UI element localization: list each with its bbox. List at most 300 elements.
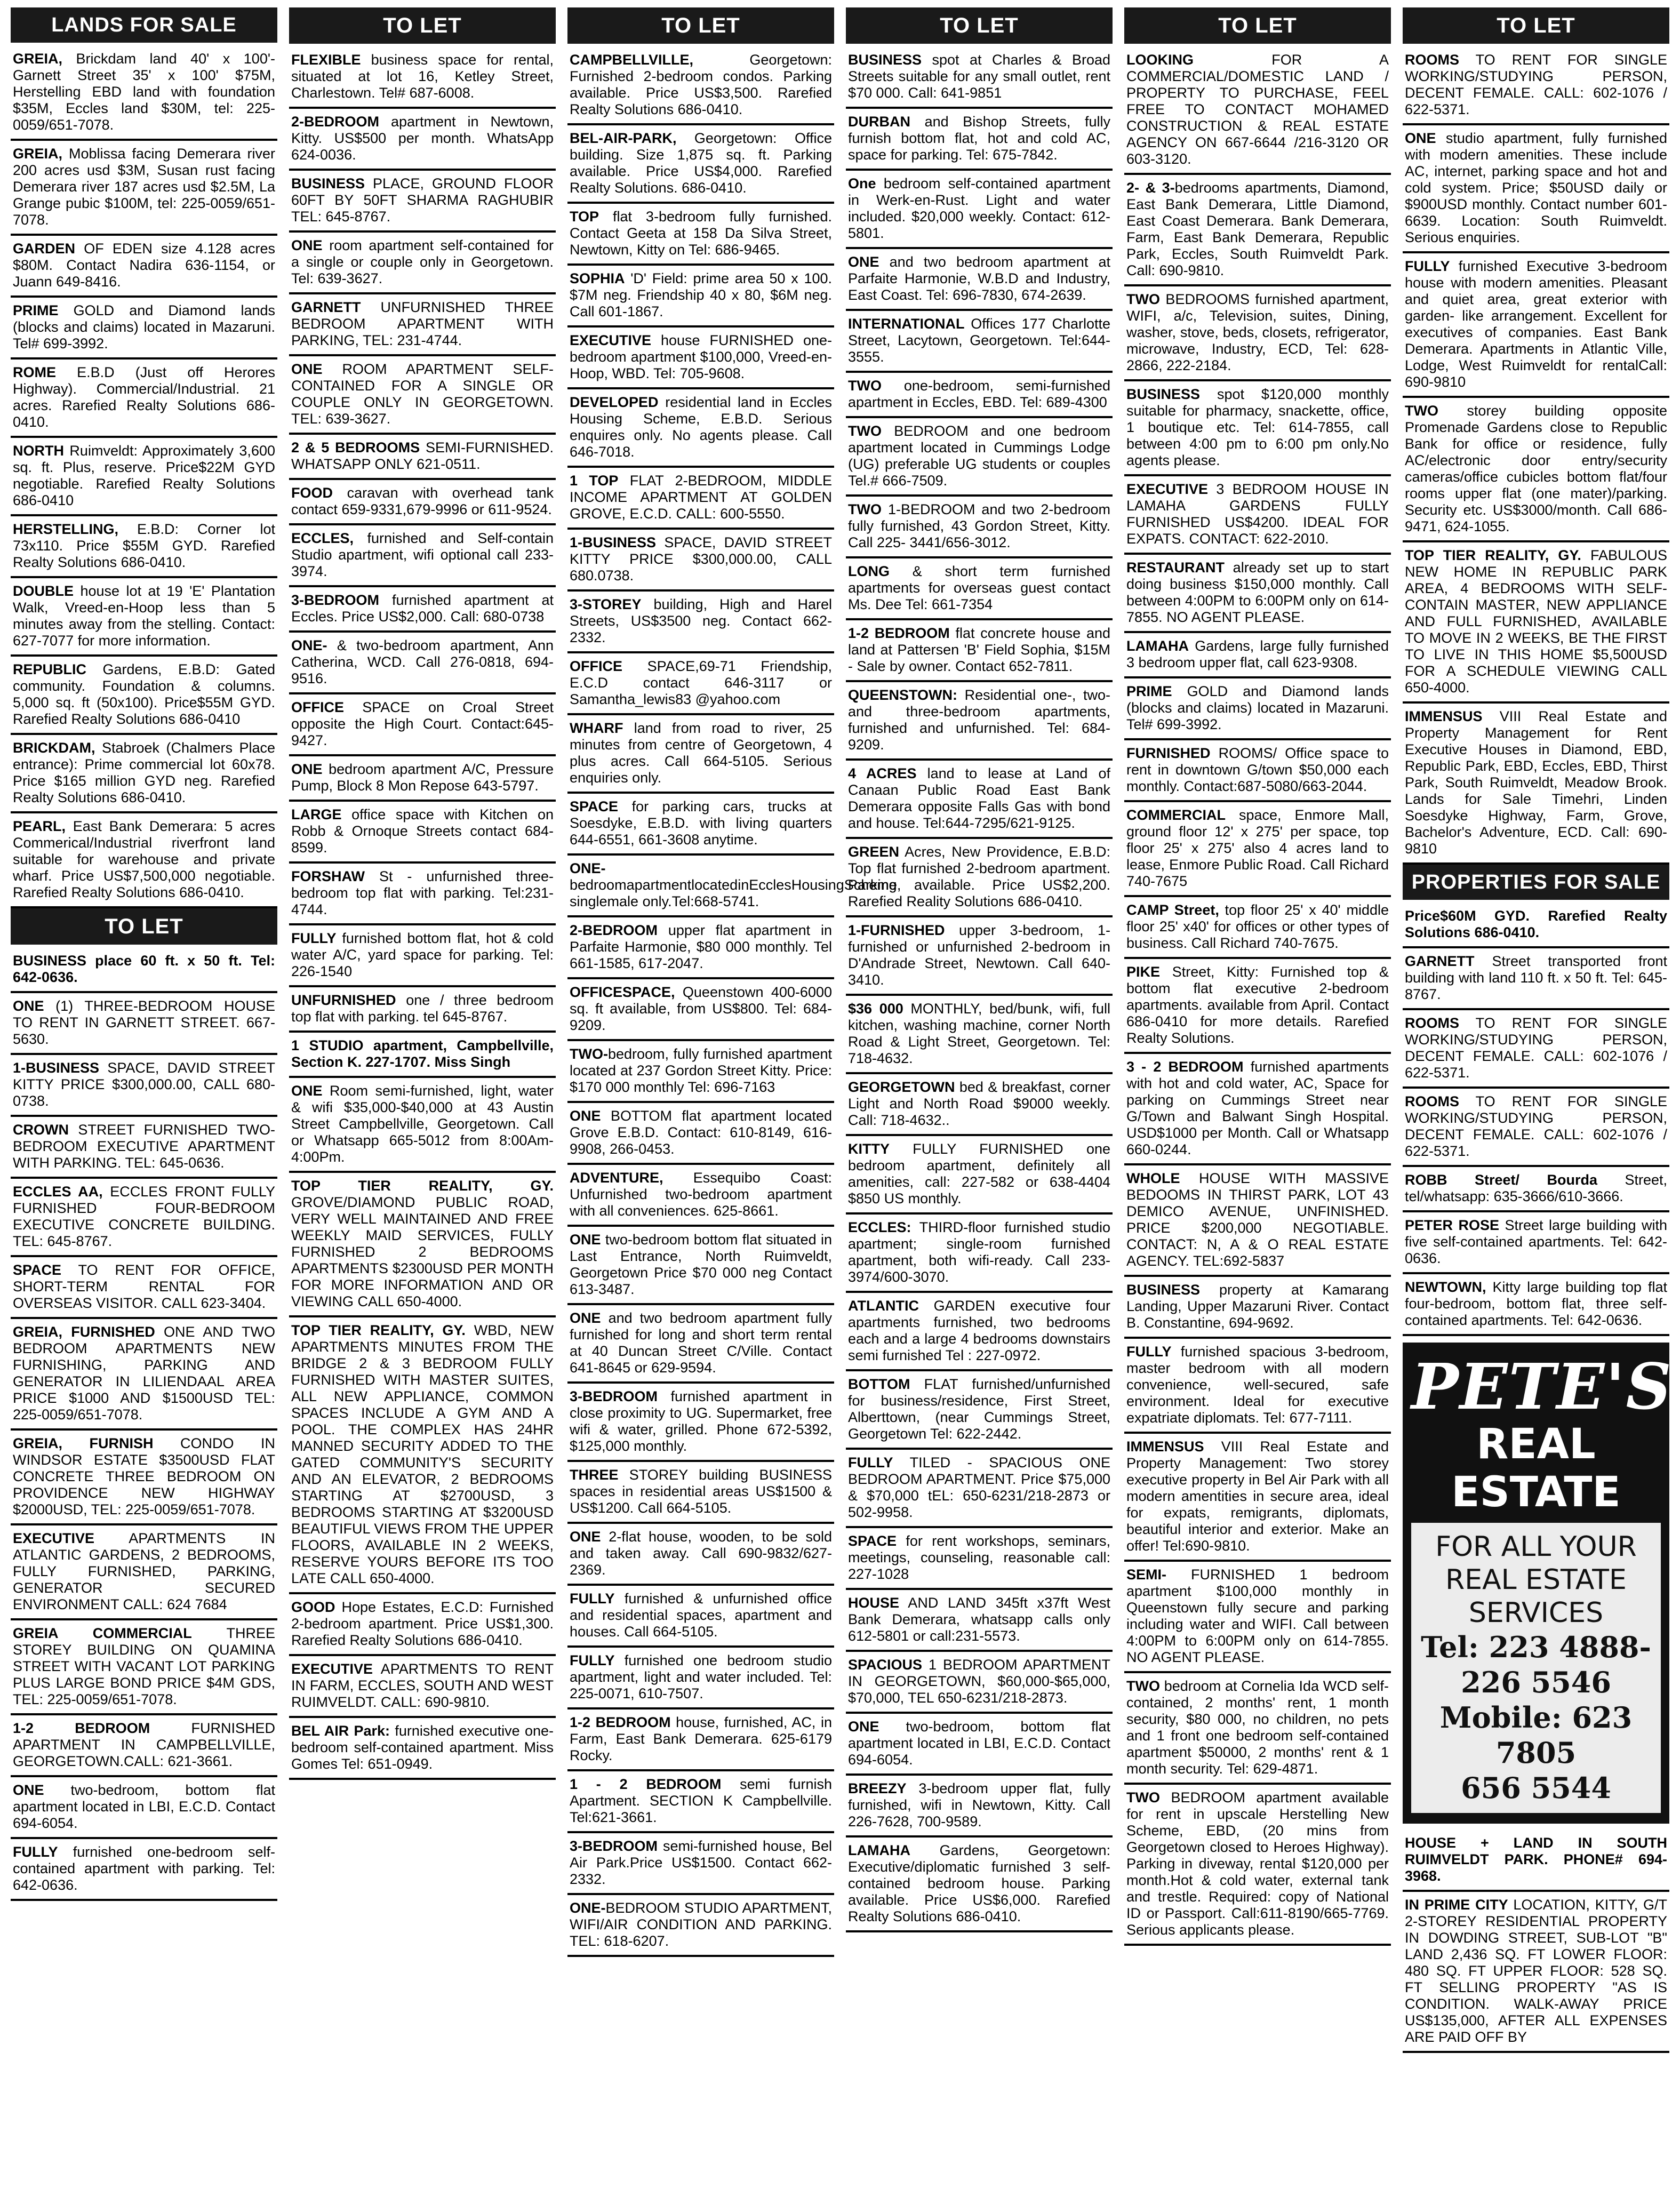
ad-lead: 1-2 BEDROOM: [570, 1714, 671, 1730]
classified-ad: [846, 497, 1113, 558]
ad-body: BEDROOMS furnished apartment, WIFI, a/c, Television, suites, Dining, washer, stove, beds, closets, refrigerator, microwave, Industry, ECD, Tel: 628-2866, 222-2184.: [1126, 291, 1389, 373]
ad-lead: BEL AIR Park:: [291, 1723, 390, 1739]
ad-lead: ONE-: [570, 1900, 606, 1916]
ad-lead: TOP TIER REALITY, GY.: [1405, 547, 1581, 563]
ad-body: CONDO IN WINDSOR ESTATE $3500USD FLAT CONCRETE THREE BEDROOM ON PROVIDENCE NEW HIGHWAY $2000USD, TEL: 225-0059/651-7078.: [13, 1435, 275, 1517]
classified-ad: [567, 856, 901, 917]
ad-lead: 3-BEDROOM: [291, 592, 380, 608]
ad-body: MONTHLY, bed/bunk, wifi, full kitchen, washing machine, corner North Road & Light Street, Georgetown. Tel: 718-4632.: [848, 1001, 1110, 1066]
ad-body: Gardens, E.B.D: Gated community. Foundation & columns. 5,000 sq. ft (50x100). Price$55M GYD. Rarefied Realty Solutions 686-0410: [13, 661, 275, 727]
classified-ad: [567, 204, 834, 266]
classified-ad: [11, 516, 277, 578]
section-header: PROPERTIES FOR SALE: [1403, 865, 1669, 900]
classified-ad: [567, 1165, 834, 1227]
ad-lead: GOOD: [291, 1599, 335, 1615]
classified-ad: [846, 761, 1113, 839]
ad-body: house FURNISHED one-bedroom apartment $100,000, Vreed-en-Hoop, WBD. Tel: 705-9608.: [570, 332, 832, 381]
ad-lead: PEARL,: [13, 818, 66, 834]
logo-tagline: FOR ALL YOUR REAL ESTATE SERVICES: [1435, 1531, 1637, 1629]
classified-ad: [11, 359, 277, 438]
classified-ad: [1403, 1830, 1669, 1892]
classified-ad: [567, 1305, 834, 1384]
ad-lead: CAMP Street,: [1126, 902, 1219, 918]
classified-ad: [846, 682, 1113, 761]
ad-body: house, furnished, AC, in Farm, East Bank Demerara. 625-6179 Rocky.: [570, 1714, 832, 1763]
ad-body: TO RENT FOR OFFICE, SHORT-TERM RENTAL FOR OVERSEAS VISITOR. CALL 623-3404.: [13, 1262, 275, 1311]
ad-body: Offices 177 Charlotte Street, Lacytown, Georgetown. Tel:644-3555.: [848, 316, 1110, 365]
ad-lead: 1-FURNISHED: [848, 922, 945, 938]
ad-body: furnished one bedroom studio apartment, light and water included. Tel: 225-0071, 610-7507.: [570, 1652, 832, 1701]
ad-body: GARDEN executive four apartments furnished, two bedrooms each and a large 4 bedrooms downstairs semi furnished Tel : 227-0972.: [848, 1298, 1110, 1363]
classified-ad: [1403, 1089, 1669, 1167]
ad-lead: ONE: [13, 1782, 44, 1798]
ad-lead: SPACE: [570, 798, 619, 814]
ad-lead: GREIA,: [13, 51, 63, 67]
classified-ad: [289, 925, 556, 987]
ad-body: FABULOUS NEW HOME IN REPUBLIC PARK AREA, 4 BEDROOMS WITH SELF-CONTAIN MASTER, NEW APPLIANCE AND FULL FURNISHED, AVAILABLE TO MOVE IN 2 WEEKS, BE THE FIRST TO LIVE IN THIS HOME $5,500USD FOR A SCHEDULE VIEWING CALL 650-4000.: [1405, 547, 1668, 696]
classified-ad: [567, 1103, 834, 1165]
ad-lead: WHOLE: [1126, 1170, 1180, 1186]
ad-body: SPACE, DAVID STREET KITTY PRICE $300,000.00, CALL 680.0738.: [570, 534, 832, 584]
ad-body: E.B.D (Just off Herores Highway). Commercial/Industrial. 21 acres. Rarefied Realty Solutions 686-0410.: [13, 364, 275, 430]
classified-ad: [567, 1648, 834, 1709]
ad-lead: ONE-: [570, 860, 606, 876]
column-6: [1403, 7, 1673, 2190]
classified-ad: [1124, 740, 1391, 802]
classified-ad: [11, 236, 277, 298]
ad-body: bedroom at Cornelia Ida WCD self-contained, 2 months' rent, 1 month security, $80 000, no children, no pets and 1 front one bedroom self-contained apartment $50000, 2 months' rent & 1 month security. Tel: 629-4871.: [1126, 1678, 1389, 1777]
ad-lead: 4 ACRES: [848, 765, 917, 781]
ad-lead: FURNISHED: [1126, 745, 1211, 761]
ad-lead: ONE: [570, 1310, 601, 1326]
ad-body: SPACE, DAVID STREET KITTY PRICE $300,000.00, CALL 680-0738.: [13, 1060, 275, 1109]
classified-ad: [1403, 542, 1669, 704]
ad-body: Hope Estates, E.C.D: Furnished 2-bedroom apartment. Price US$1,300. Rarefied Realty Solutions 686-0410.: [291, 1599, 554, 1648]
logo-mobile-2: 656 5544: [1461, 1771, 1611, 1805]
classified-ad: [289, 480, 556, 525]
ad-body: business space for rental, situated at lot 16, Ketley Street, Charlestown. Tel# 687-6008.: [291, 52, 554, 101]
ad-body: BOTTOM flat apartment located Grove E.B.D. Contact: 610-8149, 616-9908, 266-0453.: [570, 1108, 832, 1157]
ad-body: room apartment self-contained for a single or couple only in Georgetown. Tel: 639-3627.: [291, 237, 554, 286]
ad-lead: SOPHIA: [570, 270, 625, 286]
ad-lead: GREIA, FURNISH: [13, 1435, 154, 1451]
classified-ad: [289, 756, 556, 802]
ad-body: Brickdam land 40' x 100'-Garnett Street 35' x 100' $75M, Herstelling EBD land with foundation $35M, Eccles land $30M, tel: 225-0059/651-7078.: [13, 51, 275, 133]
classified-ad: [846, 1776, 1113, 1838]
ad-body: Moblissa facing Demerara river 200 acres usd $3M, Susan rust facing Demerara river 187 acres usd $2.5M, La Grange pubic $100M, tel: 225-0059/651-7078.: [13, 146, 275, 228]
ad-lead: FULLY: [848, 1455, 893, 1471]
classified-ad: [846, 1590, 1113, 1652]
ad-body: E.B.D: Corner lot 73x110. Price $55M GYD. Rarefied Realty Solutions 686-0410.: [13, 521, 275, 570]
ad-lead: TWO: [848, 378, 882, 394]
ad-lead: LAMAHA: [848, 1842, 910, 1858]
ad-lead: THREE: [570, 1467, 619, 1483]
classified-ad: [846, 1652, 1113, 1714]
ad-body: and two bedroom apartment at Parfaite Harmonie, W.B.D and Industry, East Coast. Tel: 696-7830, 674-2639.: [848, 254, 1110, 303]
classified-ad: [11, 1620, 277, 1715]
classified-ad: [846, 1074, 1113, 1136]
ad-lead: HERSTELLING,: [13, 521, 119, 537]
ad-body: Street large building with five self-contained apartments. Tel: 642-0636.: [1405, 1217, 1667, 1266]
ad-body: furnished apartments with hot and cold water, AC, Space for parking on Cummings Street near G/Town and Balwant Singh Hospital. USD$1000 per Month. Call or Whatsapp 660-0244.: [1126, 1059, 1389, 1157]
ad-body: TO RENT FOR SINGLE WORKING/STUDYING PERSON, DECENT FEMALE. CALL: 602-1076 / 622-5371.: [1405, 52, 1667, 117]
ad-body: for rent workshops, seminars, meetings, counseling, reasonable call: 227-1028: [848, 1533, 1110, 1582]
ad-body: bedroomapartmentlocatedinEcclesHousingScheme, singlemale only.Tel:668-5741.: [570, 877, 901, 909]
ad-lead: BRICKDAM,: [13, 740, 95, 756]
classified-ad: [1124, 1562, 1391, 1673]
section-header: TO LET: [846, 7, 1113, 44]
ad-lead: OFFICE: [291, 699, 344, 715]
classified-ad: [289, 109, 556, 171]
classified-ad: [11, 735, 277, 813]
classified-ad: [567, 1524, 834, 1586]
ad-body: two-bedroom, bottom flat apartment located in LBI, E.C.D. Contact 694-6054.: [13, 1782, 275, 1831]
ad-lead: 1-2 BEDROOM: [13, 1720, 150, 1736]
ad-lead: RESTAURANT: [1126, 560, 1225, 576]
ad-lead: GARDEN: [13, 241, 76, 257]
ad-body: VIII Real Estate and Property Management: Two storey executive property in Bel Air Park with all modern amentities in secure area, ideal for expats, remigrants, diplomats, beautiful interior and exterior. Make an offer! Tel:690-9810.: [1126, 1439, 1389, 1554]
ad-lead: FOOD: [291, 485, 333, 501]
classified-ad: [11, 1319, 277, 1431]
column-4: [846, 7, 1113, 2190]
ad-lead: ATLANTIC: [848, 1298, 919, 1314]
ad-body: SPACE on Croal Street opposite the High Court. Contact:645-9427.: [291, 699, 554, 748]
classified-ad: [1403, 1010, 1669, 1089]
classified-ad: [846, 839, 1113, 917]
ad-lead: ROBB Street/ Bourda: [1405, 1172, 1597, 1188]
ad-lead: DEVELOPED: [570, 394, 659, 410]
classified-ad: [11, 993, 277, 1055]
classified-ad: [1124, 1165, 1391, 1277]
ad-lead: EXECUTIVE: [13, 1530, 95, 1546]
ad-body: Street, tel/whatsapp: 635-3666/610-3666.: [1405, 1172, 1667, 1204]
classified-ad: [11, 1257, 277, 1319]
classified-ad: [289, 1033, 556, 1078]
ad-lead: EXECUTIVE: [570, 332, 652, 348]
ad-lead: GEORGETOWN: [848, 1079, 955, 1095]
ad-body: LOCATION, KITTY, G/T 2-STOREY RESIDENTIAL PROPERTY IN DOWDING STREET, SUB-LOT "B" LAND 2,436 SQ. FT LOWER FLOOR: 480 SQ. FT UPPER FLOOR: 528 SQ. FT SELLING PROPERTY "AS IS CONDITION. WALK-AWAY PRICE US$135,000, AFTER ALL EXPENSES ARE PAID OFF BY: [1405, 1897, 1667, 2045]
ad-body: upper 3-bedroom, 1-furnished or unfurnished 2-bedroom in D'Andrade Street, Newtown. Call 640-3410.: [848, 922, 1110, 988]
ad-lead: GREIA,: [13, 146, 63, 162]
ad-body: UNFURNISHED THREE BEDROOM APARTMENT WITH PARKING, TEL: 231-4744.: [291, 299, 554, 348]
classified-ad: [1124, 286, 1391, 381]
classified-ad: [289, 694, 556, 756]
ad-lead: EXECUTIVE: [291, 1661, 373, 1677]
classified-ad: [1124, 47, 1391, 175]
classified-ad: [1403, 704, 1669, 865]
ad-body: apartment in Newtown, Kitty. US$500 per month. WhatsApp 624-0036.: [291, 114, 554, 163]
classified-ad: [11, 141, 277, 236]
ad-body: STREET FURNISHED TWO-BEDROOM EXECUTIVE APARTMENT WITH PARKING. TEL: 645-0636.: [13, 1122, 275, 1171]
ad-lead: ROOMS: [1405, 1015, 1460, 1031]
ad-lead: TOP TIER REALITY, GY.: [291, 1178, 554, 1194]
ad-lead: BUSINESS: [291, 175, 365, 191]
classified-ad: [1124, 1785, 1391, 1946]
classified-ad: [1124, 476, 1391, 555]
classified-ad: [567, 530, 834, 592]
classified-ad: [846, 620, 1113, 682]
classified-ad: [846, 311, 1113, 373]
ad-lead: BUSINESS: [848, 52, 922, 68]
logo-tel-1: Tel: 223 4888-: [1421, 1630, 1651, 1664]
ad-body: two-bedroom, bottom flat apartment located in LBI, E.C.D. Contact 694-6054.: [848, 1719, 1110, 1768]
ad-lead: 1 STUDIO apartment, Campbellville, Section K. 227-1707. Miss Singh: [291, 1037, 554, 1070]
classified-ad: [846, 1215, 1113, 1293]
ad-lead: SPACIOUS: [848, 1657, 923, 1673]
ad-lead: $36 000: [848, 1001, 903, 1017]
ad-lead: SPACE: [848, 1533, 897, 1549]
column-2: [289, 7, 556, 2190]
ad-lead: 1-BUSINESS: [13, 1060, 100, 1076]
ad-body: spot $120,000 monthly suitable for pharmacy, snackette, office, 1 boutique etc. Tel: 614-7855, call between 4:00 pm to 6:00 pm only.No agents please.: [1126, 386, 1389, 468]
column-1: [11, 7, 277, 2190]
ad-lead: IMMENSUS: [1405, 708, 1483, 724]
ad-body: furnished Executive 3-bedroom house with modern amenities. Pleasant and quiet area, great exterior with garden- like arrangement. Excellent for executives of companies. East Bank Demerara. Apartments in Atlantic Ville, Lodge, West Ruimveldt for rentalCall: 690-9810: [1405, 258, 1667, 390]
ad-body: semi-furnished house, Bel Air Park.Price US$1500. Contact 662-2332.: [570, 1838, 832, 1887]
ad-lead: One: [848, 175, 876, 191]
ad-body: Queenstown 400-6000 sq. ft available, from US$800. Tel: 684-9209.: [570, 984, 832, 1033]
ad-body: St - unfurnished three-bedroom top flat with parking. Tel:231-4744.: [291, 868, 554, 917]
classified-ad: [567, 979, 834, 1041]
ad-lead: TOP TIER REALITY, GY.: [291, 1322, 466, 1338]
classified-ad: [1124, 959, 1391, 1054]
ad-lead: ONE: [291, 761, 323, 777]
ad-body: 2-flat house, wooden, to be sold and taken away. Call 690-9832/627-2369.: [570, 1529, 832, 1578]
ad-body: ROOM APARTMENT SELF-CONTAINED FOR A SINGLE OR COUPLE ONLY IN GEORGETOWN. TEL: 639-3627.: [291, 361, 554, 427]
ad-body: bedroom self-contained apartment in Werk-en-Rust. Light and water included. $20,000 weekly. Contact: 612-5801.: [848, 175, 1110, 241]
classified-ad: [11, 948, 277, 993]
ad-lead: LARGE: [291, 806, 342, 822]
ad-body: furnished and Self-contain Studio apartment, wifi optional call 233-3974.: [291, 530, 554, 579]
ad-lead: ONE: [570, 1529, 601, 1545]
classified-ad: [846, 1838, 1113, 1932]
ad-body: furnished spacious 3-bedroom, master bedroom with all modern convenience, well-secured, safe environment. Ideal for executive expatriate diplomats. Tel: 677-7111.: [1126, 1344, 1389, 1426]
ad-body: East Bank Demerara: 5 acres Commerical/Industrial riverfront land suitable for warehouse and private wharf. Price US$7,500,000 negotiable. Rarefied Realty Solutions 686-0410.: [13, 818, 275, 900]
ad-lead: GARNETT: [1405, 953, 1475, 969]
ad-lead: BOTTOM: [848, 1376, 910, 1392]
classified-ad: [1124, 802, 1391, 897]
ad-body: AND LAND 345ft x37ft West Bank Demerara, whatsapp calls only 612-5801 or call:231-5573.: [848, 1595, 1110, 1644]
classified-ad: [846, 1528, 1113, 1590]
classified-ad: [11, 657, 277, 735]
ad-lead: DURBAN: [848, 114, 910, 130]
classified-ad: [11, 1777, 277, 1839]
ad-lead: ECCLES:: [848, 1219, 911, 1235]
ad-body: & two-bedroom apartment, Ann Catherina, WCD. Call 276-0818, 694-9516.: [291, 637, 554, 686]
ad-body: THIRD-floor furnished studio apartment; single-room furnished apartment, both wifi-ready. Call 233-3974/600-3070.: [848, 1219, 1110, 1285]
classified-ad: [289, 802, 556, 864]
classified-ad: [846, 558, 1113, 620]
ad-body: ONE AND TWO BEDROOM APARTMENTS NEW FURNISHING, PARKING AND GENERATOR IN LILIENDAAL AREA PRICE $1000 AND $1500USD TEL: 225-0059/651-7078.: [13, 1324, 275, 1423]
ad-lead: ONE: [848, 1719, 879, 1735]
ad-lead: GARNETT: [291, 299, 361, 315]
classified-ad: [567, 1384, 834, 1462]
ad-body: WBD, NEW APARTMENTS MINUTES FROM THE BRIDGE 2 & 3 BEDROOM FULLY FURNISHED WITH MASTER SUITES, ALL NEW APPLIANCE, COMMON SPACES INCLUDE A GYM AND A POOL. THE COMPLEX HAS 24HR MANNED SECURITY ADDED TO THE GATED COMMUNITY'S SECURITY AND AN ELEVATOR, 2 BEDROOMS STARTING AT $2700USD, 3 BEDROOMS STARTING AT $3200USD BEAUTIFUL VIEWS FROM THE UPPER FLOORS, AVAILABLE IN 2 WEEKS, RESERVE YOURS BEFORE ITS TOO LATE CALL 650-4000.: [291, 1322, 554, 1586]
ad-body: Gardens, large fully furnished 3 bedroom upper flat, call 623-9308.: [1126, 638, 1389, 670]
classified-ad: [846, 109, 1113, 171]
classified-ad: [1403, 1212, 1669, 1274]
ad-body: THREE STOREY BUILDING ON QUAMINA STREET WITH VACANT LOT PARKING PLUS LARGE BOND PRICE $4M GDS, TEL: 225-0059/651-7078.: [13, 1625, 275, 1707]
ad-lead: 2- & 3-: [1126, 180, 1175, 196]
classified-ad: [1124, 1277, 1391, 1339]
classified-ad: [1403, 398, 1669, 542]
classified-ad: [567, 1895, 834, 1957]
ad-body: BEDROOM STUDIO APARTMENT, WIFI/AIR CONDITION AND PARKING. TEL: 618-6207.: [570, 1900, 832, 1949]
classified-ad: [846, 1293, 1113, 1371]
ad-lead: IN PRIME CITY: [1405, 1897, 1508, 1913]
ad-body: 1 BEDROOM APARTMENT IN GEORGETOWN, $60,000-$65,000, $70,000, TEL 650-6231/218-2873.: [848, 1657, 1110, 1706]
ad-body: APARTMENTS IN ATLANTIC GARDENS, 2 BEDROOMS, FULLY FURNISHED, PARKING, GENERATOR SECURED ENVIRONMENT CALL: 624 7684: [13, 1530, 275, 1612]
classified-ad: [1124, 555, 1391, 633]
ad-body: ROOMS/ Office space to rent in downtown G/town $50,000 each monthly. Contact:687-5080/663-2044.: [1126, 745, 1389, 794]
classified-ad: [1124, 633, 1391, 678]
classified-ad: [289, 864, 556, 925]
ad-body: bed & breakfast, corner Light and North Road $9000 weekly. Call: 718-4632..: [848, 1079, 1110, 1128]
ad-body: top floor 25' x 40' middle floor 25' x40' for offices or other types of business. Call Richard 740-7675.: [1126, 902, 1389, 951]
classified-ad: [11, 1055, 277, 1117]
ad-lead: GREIA COMMERCIAL: [13, 1625, 192, 1641]
classified-ad: [846, 917, 1113, 996]
ad-lead: BEL-AIR-PARK,: [570, 130, 677, 146]
ad-body: semi furnish Apartment. SECTION K Campbellville. Tel:621-3661.: [570, 1776, 832, 1825]
classified-ad: [11, 438, 277, 516]
ad-lead: ONE: [1405, 130, 1436, 146]
classified-ad: [289, 294, 556, 356]
ad-lead: 3-BEDROOM: [570, 1838, 658, 1854]
classified-ad: [846, 1136, 1113, 1215]
ad-body: studio apartment, fully furnished with modern amenities. These include AC, internet, parking space and hot and cold system. Price; $50USD daily or $900USD monthly. Contact number 601-6639. Location: South Ruimveldt. Serious enquiries.: [1405, 130, 1667, 245]
classified-ad: [1403, 1167, 1669, 1212]
ad-lead: LOOKING: [1126, 52, 1194, 68]
classified-ad: [289, 1594, 556, 1656]
classified-ad: [567, 389, 834, 468]
classified-ad: [1124, 175, 1391, 286]
section-header: TO LET: [1124, 7, 1391, 44]
ad-body: TO RENT FOR SINGLE WORKING/STUDYING PERSON, DECENT FEMALE. CALL: 602-1076 / 622-5371.: [1405, 1015, 1667, 1081]
ad-lead: COMMERCIAL: [1126, 807, 1226, 823]
ad-lead: ROOMS: [1405, 1093, 1460, 1109]
ad-body: 3-bedroom upper flat, fully furnished, wifi in Newtown, Kitty. Call 226-7628, 700-9589.: [848, 1780, 1110, 1829]
ad-lead: ONE: [291, 237, 323, 253]
classified-ad: [289, 1317, 556, 1594]
ad-body: 'D' Field: prime area 50 x 100. $7M neg. Friendship 40 x 80, $6M neg. Call 601-1867.: [570, 270, 832, 319]
classified-ad: [289, 1173, 556, 1317]
classified-ad: [289, 587, 556, 633]
ad-lead: QUEENSTOWN:: [848, 687, 958, 703]
ad-body: TILED - SPACIOUS ONE BEDROOM APARTMENT. Price $75,000 & $70,000 tEL: 650-6231/218-2873 or 502-9958.: [848, 1455, 1110, 1520]
ad-lead: BUSINESS: [1126, 386, 1201, 402]
ad-lead: GREIA, FURNISHED: [13, 1324, 155, 1340]
ad-lead: OFFICESPACE,: [570, 984, 675, 1000]
ad-lead: ECCLES,: [291, 530, 354, 546]
ad-body: Room semi-furnished, light, water & wifi $35,000-$40,000 at 43 Austin Street Campbellville, Georgetown. Call or Whatsapp 665-5012 from 8:00Am-4:00Pm.: [291, 1083, 554, 1165]
classified-ad: [289, 171, 556, 233]
ad-lead: Price$60M GYD. Rarefied Realty Solutions 686-0410.: [1405, 908, 1667, 940]
ad-lead: ECCLES AA,: [13, 1184, 103, 1200]
ad-body: GOLD and Diamond lands (blocks and claims) located in Mazaruni. Tel# 699-3992.: [1126, 683, 1389, 732]
classified-ad: [1124, 1434, 1391, 1562]
section-header: TO LET: [289, 7, 556, 44]
ad-lead: CAMPBELLVILLE,: [570, 52, 693, 68]
classified-ad: [11, 1431, 277, 1525]
classified-ad: [1403, 253, 1669, 398]
section-header: LANDS FOR SALE: [11, 7, 277, 43]
ad-body: 3 BEDROOM HOUSE IN LAMAHA GARDENS FULLY FURNISHED US$4200. IDEAL FOR EXPATS. CONTACT: 622-2010.: [1126, 481, 1389, 547]
ad-lead: REPUBLIC: [13, 661, 87, 677]
ad-lead: ONE-: [291, 637, 327, 653]
ad-lead: 1 - 2 BEDROOM: [570, 1776, 722, 1792]
section-header: TO LET: [11, 908, 277, 945]
ad-lead: TWO: [1405, 403, 1438, 419]
ad-lead: ADVENTURE,: [570, 1170, 663, 1186]
ad-body: furnished apartment at Eccles. Price US$2,000. Call: 680-0738: [291, 592, 554, 625]
ad-body: property at Kamarang Landing, Upper Mazaruni River. Contact B. Constantine, 694-9692.: [1126, 1282, 1389, 1331]
ad-body: ECCLES FRONT FULLY FURNISHED FOUR-BEDROOM EXECUTIVE CONCRETE BUILDING. TEL: 645-8767.: [13, 1184, 275, 1249]
ad-body: bedroom, fully furnished apartment located at 237 Gordon Street Kitty. Price: $170 000 monthly Tel: 696-7163: [570, 1046, 832, 1095]
ad-body: land from road to river, 25 minutes from centre of Georgetown, 4 plus acres. Call 664-5105. Serious enquiries only.: [570, 720, 832, 786]
classified-ad: [567, 917, 834, 979]
classified-ad: [289, 633, 556, 694]
logo-tel-2: 226 5546: [1461, 1665, 1611, 1699]
logo-name: PETE'S: [1411, 1349, 1673, 1424]
ad-lead: KITTY: [848, 1141, 890, 1157]
ad-body: land to lease at Land of Canaan Public Road East Bank Demerara opposite Falls Gas with bond and house. Tel:644-7295/621-9125.: [848, 765, 1110, 831]
ad-lead: TWO: [1126, 1678, 1160, 1694]
ad-lead: ROOMS: [1405, 52, 1460, 68]
ad-lead: ONE: [13, 998, 44, 1014]
ad-body: space, Enmore Mall, ground floor 12' x 275' per space, top floor 25' x 275' also 4 acres land to lease, Enmore Public Road. Call Richard 740-7675: [1126, 807, 1389, 889]
classified-ad: [289, 1078, 556, 1173]
ad-lead: FORSHAW: [291, 868, 365, 884]
classified-ad: [11, 1179, 277, 1257]
ad-lead: FULLY: [13, 1844, 58, 1860]
ad-body: caravan with overhead tank contact 659-9331,679-9996 or 611-9524.: [291, 485, 554, 517]
ad-body: furnished bottom flat, hot & cold water A/C, yard space for parking. Tel: 226-1540: [291, 930, 554, 979]
ad-lead: 1-2 BEDROOM: [848, 625, 950, 641]
classified-ad: [1124, 897, 1391, 959]
ad-body: SEMI-FURNISHED. WHATSAPP ONLY 621-0511.: [291, 440, 554, 472]
ad-body: Georgetown: Office building. Size 1,875 sq. ft. Parking available. Price US$4,000. Rarefied Realty Solutions. 686-0410.: [570, 130, 832, 196]
classified-ad: [846, 1371, 1113, 1450]
classified-ad: [1403, 903, 1669, 948]
ad-body: Street, Kitty: Furnished top & bottom flat executive 2-bedroom apartments. available from April. Contact 686-0410 for more details. Rarefied Realty Solutions.: [1126, 964, 1389, 1046]
ad-body: upper flat apartment in Parfaite Harmonie, $80 000 monthly. Tel 661-1585, 617-2047.: [570, 922, 832, 971]
ad-lead: ONE: [570, 1108, 601, 1124]
ad-body: Street transported front building with land 110 ft. x 50 ft. Tel: 645-8767.: [1405, 953, 1667, 1002]
ad-lead: TWO: [848, 501, 882, 517]
ad-lead: 2-BEDROOM: [291, 114, 380, 130]
ad-body: FURNISHED APARTMENT IN CAMPBELLVILLE, GEORGETOWN.CALL: 621-3661.: [13, 1720, 275, 1769]
ad-body: Kitty large building top flat four-bedroom, bottom flat, three self-contained apartments. Tel: 642-0636.: [1405, 1279, 1667, 1328]
ad-body: one-bedroom, semi-furnished apartment in Eccles, EBD. Tel: 689-4300: [848, 378, 1110, 410]
classified-ad: [846, 1450, 1113, 1528]
ad-lead: INTERNATIONAL: [848, 316, 965, 332]
ad-lead: TWO: [1126, 1789, 1160, 1805]
ad-body: FURNISHED 1 bedroom apartment $100,000 monthly in Queenstown fully secure and parking including water and WIFI. Call between 4:00PM to 6:00PM only on 614-7855. NO AGENT PLEASE.: [1126, 1567, 1389, 1665]
classified-ad: [1403, 125, 1669, 253]
classified-ad: [1124, 1339, 1391, 1434]
ad-body: OF EDEN size 4.128 acres $80M. Contact Nadira 636-1154, or Juann 649-8416.: [13, 241, 275, 290]
ad-body: bedrooms apartments, Diamond, East Bank Demerara, Little Diamond, East Coast Demerara. Bank Demerara, Farm, East Bank Demerara, Republic Park, Eccles, South Ruimveldt Park. Call: 690-9810.: [1126, 180, 1389, 278]
ad-lead: 3-BEDROOM: [570, 1388, 658, 1404]
ad-body: TO RENT FOR SINGLE WORKING/STUDYING PERSON, DECENT FEMALE. CALL: 602-1076 / 622-5371.: [1405, 1093, 1667, 1159]
ad-body: Stabroek (Chalmers Place entrance): Prime commercial lot 60x78. Price $165 million GYD neg. Rarefied Realty Solutions 686-0410.: [13, 740, 275, 805]
section-header: TO LET: [567, 7, 834, 44]
ad-lead: ONE: [848, 254, 879, 270]
classified-ad: [1403, 948, 1669, 1010]
classified-ad: [11, 1525, 277, 1620]
ad-body: Acres, New Providence, E.B.D: Top flat furnished 2-bedroom apartment. Parking available. Price US$2,200. Rarefied Reality Solutions 686-0410.: [848, 844, 1110, 909]
